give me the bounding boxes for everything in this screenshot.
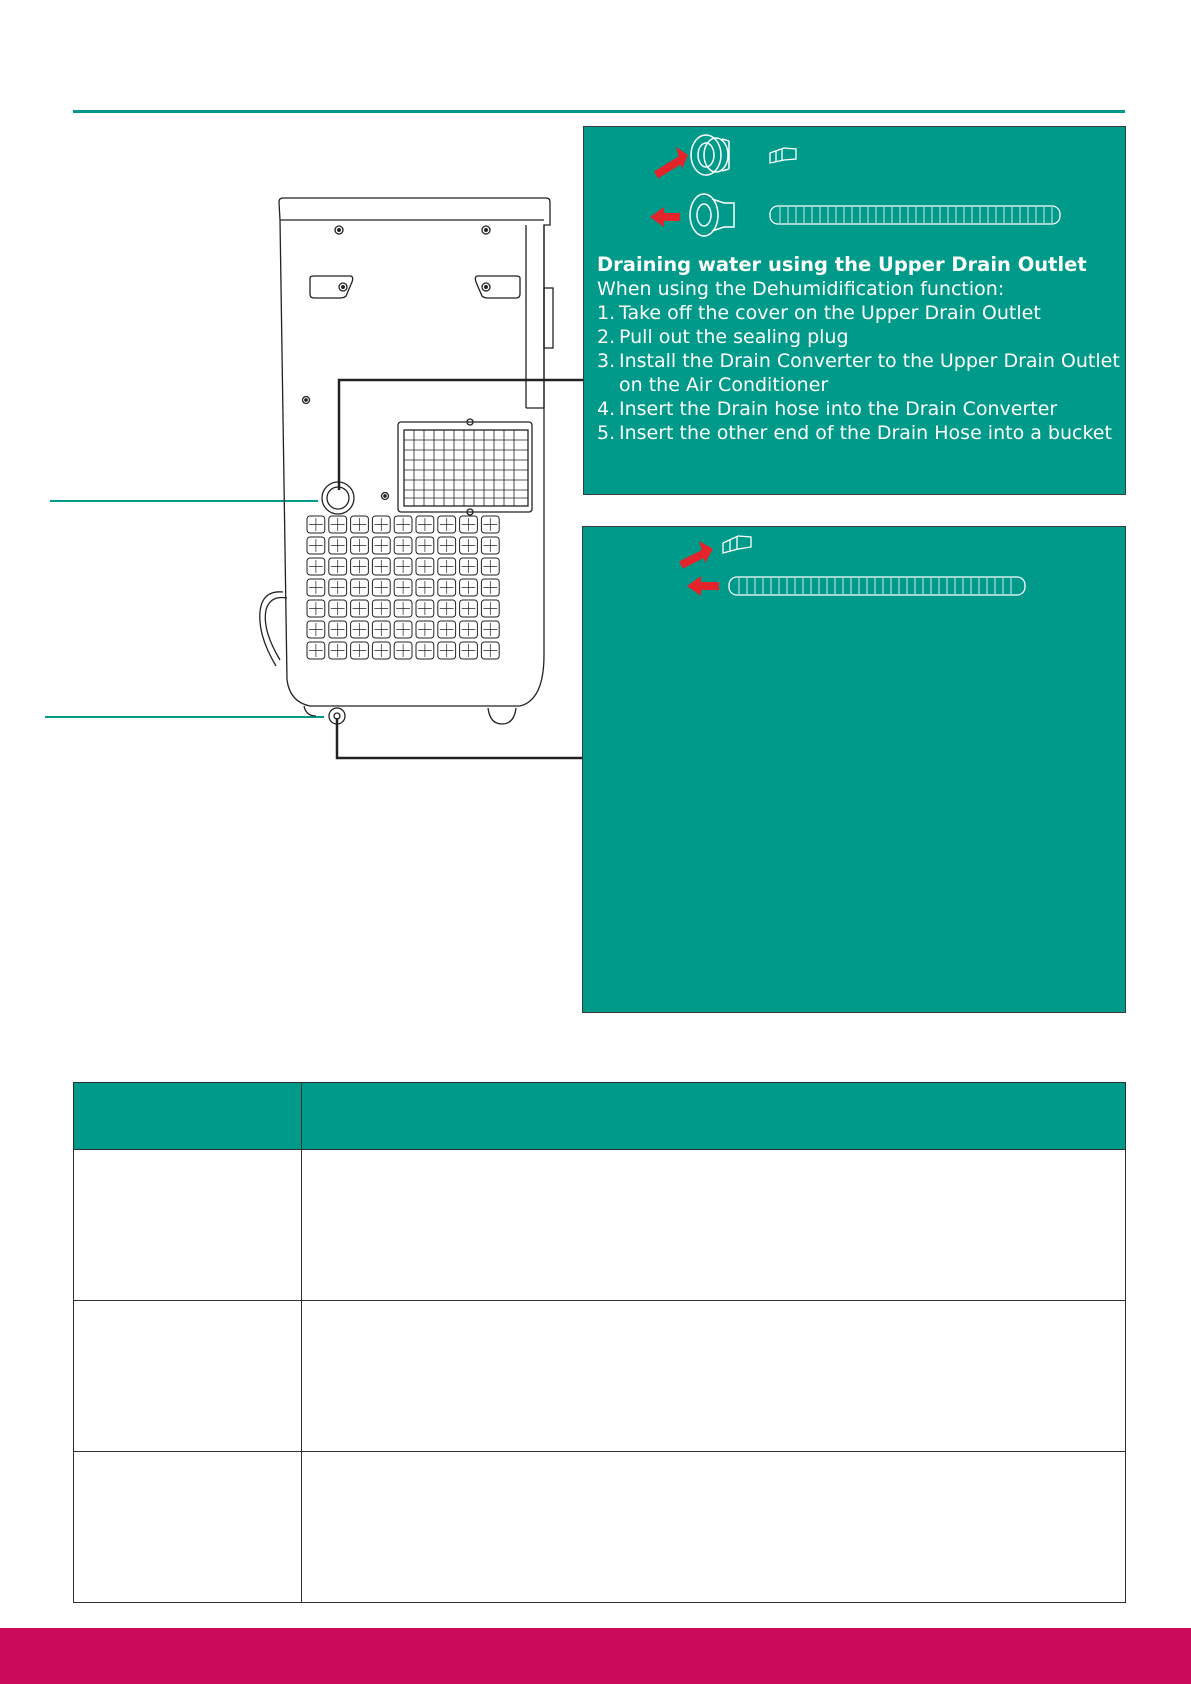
vent-slot-divider (418, 644, 432, 657)
vent-slot-divider (418, 581, 432, 594)
vent-slot-divider (331, 539, 345, 552)
vent-slot (307, 579, 325, 596)
vent-slot (307, 537, 325, 554)
instruction-step: 2. Pull out the sealing plug (597, 326, 849, 348)
vent-slot (329, 537, 347, 554)
vent-slot (460, 558, 478, 575)
connector-upper (339, 380, 583, 490)
vent-slot (394, 516, 412, 533)
vent-slot (351, 600, 369, 617)
drain-hose-icon (770, 206, 1060, 224)
vent-slot-divider (374, 581, 388, 594)
lower-drain-panel (582, 526, 1126, 1013)
vent-slot (351, 579, 369, 596)
top-rule (73, 110, 1125, 113)
vent-slot (372, 516, 390, 533)
instruction-step: 4. Insert the Drain hose into the Drain Converter (597, 398, 1058, 420)
red-arrow-icon (687, 576, 719, 596)
table-cell (74, 1301, 302, 1452)
vent-slot (460, 516, 478, 533)
vent-slot (394, 579, 412, 596)
vent-slot (481, 558, 499, 575)
vent-slot-divider (309, 539, 323, 552)
vent-slot-divider (374, 644, 388, 657)
vent-slot-divider (396, 644, 410, 657)
vent-slot-divider (374, 623, 388, 636)
vent-slot (351, 642, 369, 659)
instruction-step: 3. Install the Drain Converter to the Upper Drain Outlet on the Air Conditioner (597, 350, 1120, 396)
vent-slot (438, 621, 456, 638)
vent-slot (481, 516, 499, 533)
vent-slot (438, 537, 456, 554)
vent-slot-divider (353, 581, 367, 594)
vent-slot (438, 579, 456, 596)
vent-slot-divider (374, 560, 388, 573)
portable-air-conditioner-rear-illustration (0, 0, 590, 780)
drain-cover-cap-icon (691, 135, 729, 175)
vent-slot (329, 642, 347, 659)
vent-slot-divider (353, 539, 367, 552)
vent-slot-divider (483, 560, 497, 573)
vent-slot (481, 642, 499, 659)
vent-slot-divider (396, 602, 410, 615)
vent-slot-divider (353, 623, 367, 636)
vent-slot (416, 642, 434, 659)
vent-slot-divider (462, 560, 476, 573)
vent-slot (329, 516, 347, 533)
table-header-cell (302, 1083, 1126, 1150)
vent-slot (329, 621, 347, 638)
vent-slot-divider (418, 560, 432, 573)
vent-slot (351, 621, 369, 638)
vent-slot (307, 558, 325, 575)
vent-slot-divider (353, 602, 367, 615)
vent-slot (307, 642, 325, 659)
instructions-intro: When using the Dehumidification function: (597, 278, 1005, 300)
vent-slot (394, 558, 412, 575)
vent-slot-divider (374, 518, 388, 531)
table-header-cell (74, 1083, 302, 1150)
sealing-plug-icon (770, 148, 796, 163)
vent-slot-divider (374, 602, 388, 615)
vent-slot (329, 600, 347, 617)
vent-slot (394, 642, 412, 659)
vent-slot-divider (396, 581, 410, 594)
vent-slot (394, 621, 412, 638)
table-cell (302, 1452, 1126, 1603)
vent-slot (460, 579, 478, 596)
vent-slot-divider (418, 539, 432, 552)
vent-slot-divider (462, 581, 476, 594)
vent-slot (438, 516, 456, 533)
vent-slot-divider (331, 581, 345, 594)
vent-slot (416, 558, 434, 575)
vent-slot (372, 579, 390, 596)
upper-drain-instructions (597, 253, 1122, 445)
vent-slot-divider (440, 623, 454, 636)
vent-slot (351, 516, 369, 533)
vent-slot-divider (353, 560, 367, 573)
vent-slot (394, 600, 412, 617)
vent-slot (416, 516, 434, 533)
upper-drain-panel (583, 126, 1126, 495)
vent-slot-divider (440, 644, 454, 657)
vent-slot-divider (331, 560, 345, 573)
vent-slot (307, 621, 325, 638)
vent-slot (460, 621, 478, 638)
vent-slot (481, 579, 499, 596)
vent-slot-divider (418, 602, 432, 615)
vent-slot (438, 558, 456, 575)
vent-slot-divider (440, 581, 454, 594)
vent-slot-divider (353, 644, 367, 657)
vent-slot-divider (462, 602, 476, 615)
vent-slot (329, 558, 347, 575)
table-cell (74, 1150, 302, 1301)
vent-slot (394, 537, 412, 554)
vent-slot (372, 537, 390, 554)
table-row (74, 1150, 1126, 1301)
drain-hose-icon (729, 577, 1025, 595)
vent-slot-divider (331, 644, 345, 657)
vent-slot (460, 537, 478, 554)
vent-slot-divider (483, 602, 497, 615)
vent-slot-divider (440, 539, 454, 552)
instructions-steps (597, 301, 1122, 445)
vent-slot-divider (462, 644, 476, 657)
vent-slot (372, 600, 390, 617)
red-arrow-icon (650, 207, 680, 227)
vent-slot-divider (483, 581, 497, 594)
red-arrow-icon (656, 147, 688, 175)
air-vent-grille (307, 516, 499, 659)
vent-slot (351, 558, 369, 575)
vent-slot-divider (396, 623, 410, 636)
vent-slot (351, 537, 369, 554)
vent-slot-divider (309, 644, 323, 657)
vent-slot-divider (440, 602, 454, 615)
vent-slot (481, 621, 499, 638)
vent-slot-divider (309, 560, 323, 573)
table-row (74, 1452, 1126, 1603)
vent-slot-divider (309, 602, 323, 615)
drain-cover-cap-icon (690, 194, 734, 236)
lower-drain-parts-illustration (583, 527, 1127, 607)
vent-slot-divider (483, 644, 497, 657)
vent-slot (416, 600, 434, 617)
vent-slot-divider (462, 518, 476, 531)
table-cell (302, 1301, 1126, 1452)
vent-slot (416, 537, 434, 554)
vent-slot (481, 537, 499, 554)
vent-slot (438, 600, 456, 617)
instructions-heading: Draining water using the Upper Drain Outlet (597, 253, 1087, 276)
red-arrow-icon (681, 541, 713, 565)
vent-slot-divider (483, 518, 497, 531)
vent-slot (329, 579, 347, 596)
vent-slot (481, 600, 499, 617)
vent-slot (372, 642, 390, 659)
sealing-plug-icon (723, 536, 751, 553)
vent-slot (438, 642, 456, 659)
vent-slot-divider (483, 623, 497, 636)
vent-slot-divider (462, 623, 476, 636)
table-cell (302, 1150, 1126, 1301)
instruction-step: 5. Insert the other end of the Drain Hose into a bucket (597, 422, 1112, 444)
table-row (74, 1301, 1126, 1452)
vent-slot-divider (483, 539, 497, 552)
vent-slot (307, 600, 325, 617)
vent-slot-divider (462, 539, 476, 552)
vent-slot (416, 621, 434, 638)
instruction-step: 1. Take off the cover on the Upper Drain Outlet (597, 302, 1041, 324)
vent-slot (460, 642, 478, 659)
vent-slot-divider (418, 518, 432, 531)
vent-slot-divider (396, 560, 410, 573)
vent-slot-divider (331, 518, 345, 531)
footer-band (0, 1628, 1191, 1684)
vent-slot-divider (396, 518, 410, 531)
vent-slot-divider (396, 539, 410, 552)
vent-slot (307, 516, 325, 533)
table-header-row (74, 1083, 1126, 1150)
information-table (73, 1082, 1126, 1603)
vent-slot (372, 621, 390, 638)
vent-slot-divider (309, 581, 323, 594)
vent-slot-divider (440, 560, 454, 573)
table-cell (74, 1452, 302, 1603)
vent-slot-divider (331, 623, 345, 636)
vent-slot-divider (374, 539, 388, 552)
vent-slot-divider (418, 623, 432, 636)
connector-lower (337, 718, 583, 758)
vent-slot-divider (353, 518, 367, 531)
vent-slot-divider (331, 602, 345, 615)
vent-slot-divider (440, 518, 454, 531)
vent-slot-divider (309, 623, 323, 636)
vent-slot (416, 579, 434, 596)
vent-slot-divider (309, 518, 323, 531)
vent-slot (460, 600, 478, 617)
upper-drain-parts-illustration (584, 127, 1127, 247)
vent-slot (372, 558, 390, 575)
